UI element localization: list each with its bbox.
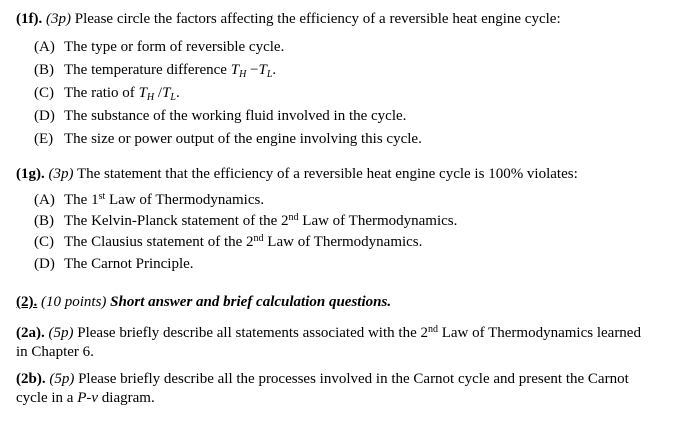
option-letter: (A)	[34, 39, 55, 55]
option-text: The ratio of	[64, 85, 139, 101]
option-text: The type or form of reversible cycle.	[64, 39, 285, 55]
option-text-end: Law of Thermodynamics.	[298, 213, 458, 229]
option-text: The Kelvin-Planck statement of the 2	[64, 213, 289, 229]
question-2b-label: (2b).	[16, 371, 46, 387]
option-1g-a	[34, 191, 264, 210]
option-text: The 1	[64, 192, 99, 208]
math-subscript: L	[266, 69, 273, 80]
option-letter: (B)	[34, 213, 54, 229]
question-2b-line2	[16, 389, 155, 408]
math-symbol: T	[162, 85, 171, 101]
option-1f-d	[34, 107, 406, 126]
option-letter: (A)	[34, 192, 55, 208]
ordinal-suffix: nd	[427, 324, 438, 335]
option-1g-b	[34, 212, 457, 231]
question-1g-header	[16, 165, 578, 184]
math-subscript: H	[146, 92, 155, 103]
option-text: The substance of the working fluid involved in the cycle.	[64, 108, 407, 124]
option-text-end: .	[175, 85, 180, 101]
question-2b-points: (5p)	[49, 371, 75, 387]
question-2b-line1	[16, 370, 629, 389]
question-2a-text-end: Law of Thermodynamics learned	[437, 325, 641, 341]
question-2a-points: (5p)	[48, 325, 74, 341]
temperature-difference-formula	[231, 62, 273, 78]
option-1g-c	[34, 233, 422, 252]
question-1f-label: (1f).	[16, 11, 43, 27]
question-2b-continuation-end: diagram.	[98, 390, 155, 406]
ordinal-suffix: st	[98, 191, 106, 202]
math-operator: −	[246, 62, 259, 78]
temperature-ratio-formula	[139, 85, 176, 101]
ordinal-suffix: nd	[288, 212, 299, 223]
question-1g-points: (3p)	[48, 166, 74, 182]
option-text: The temperature difference	[64, 62, 231, 78]
question-2a-line1	[16, 324, 641, 343]
question-1f-points: (3p)	[46, 11, 71, 27]
option-letter: (D)	[34, 108, 55, 124]
ordinal-suffix: nd	[253, 233, 264, 244]
option-text-end: Law of Thermodynamics.	[105, 192, 265, 208]
question-2b-continuation: cycle in a	[16, 390, 78, 406]
option-letter: (C)	[34, 85, 54, 101]
option-1f-b	[34, 61, 276, 80]
section-2-points: (10 points)	[41, 294, 107, 310]
math-symbol: T	[230, 62, 240, 78]
option-letter: (C)	[34, 234, 54, 250]
option-text: The Clausius statement of the 2	[64, 234, 254, 250]
question-2a-continuation: in Chapter 6.	[16, 344, 94, 360]
question-2a-line2	[16, 343, 94, 362]
option-1g-d	[34, 255, 194, 274]
option-1f-c	[34, 84, 180, 103]
option-letter: (E)	[34, 131, 54, 147]
question-2a-label: (2a).	[16, 325, 45, 341]
option-text: The Carnot Principle.	[64, 256, 194, 272]
option-text-end: .	[272, 62, 277, 78]
option-1f-e	[34, 130, 422, 149]
question-1g-label: (1g).	[16, 166, 45, 182]
option-letter: (D)	[34, 256, 55, 272]
question-1g-prompt: The statement that the efficiency of a reversible heat engine cycle is 100% violates:	[76, 166, 578, 182]
pv-diagram-term: P-v	[77, 390, 99, 406]
math-symbol: T	[258, 62, 267, 78]
option-text-end: Law of Thermodynamics.	[263, 234, 423, 250]
question-2a-text: Please briefly describe all statements associated with the 2	[77, 325, 428, 341]
question-1f-header	[16, 10, 561, 29]
math-symbol: T	[138, 85, 147, 101]
section-2-label: (2).	[16, 294, 38, 310]
option-letter: (B)	[34, 62, 54, 78]
math-subscript: L	[170, 92, 176, 103]
section-2-header	[16, 293, 391, 312]
question-2b-text: Please briefly describe all the processes involved in the Carnot cycle and present the Carnot	[78, 371, 629, 387]
math-subscript: H	[239, 69, 247, 80]
math-operator: /	[154, 85, 163, 101]
option-1f-a	[34, 38, 284, 57]
question-1f-prompt: Please circle the factors affecting the efficiency of a reversible heat engine cycle:	[74, 11, 561, 27]
section-2-title: Short answer and brief calculation questions.	[110, 294, 392, 310]
option-text: The size or power output of the engine involving this cycle.	[64, 131, 422, 147]
